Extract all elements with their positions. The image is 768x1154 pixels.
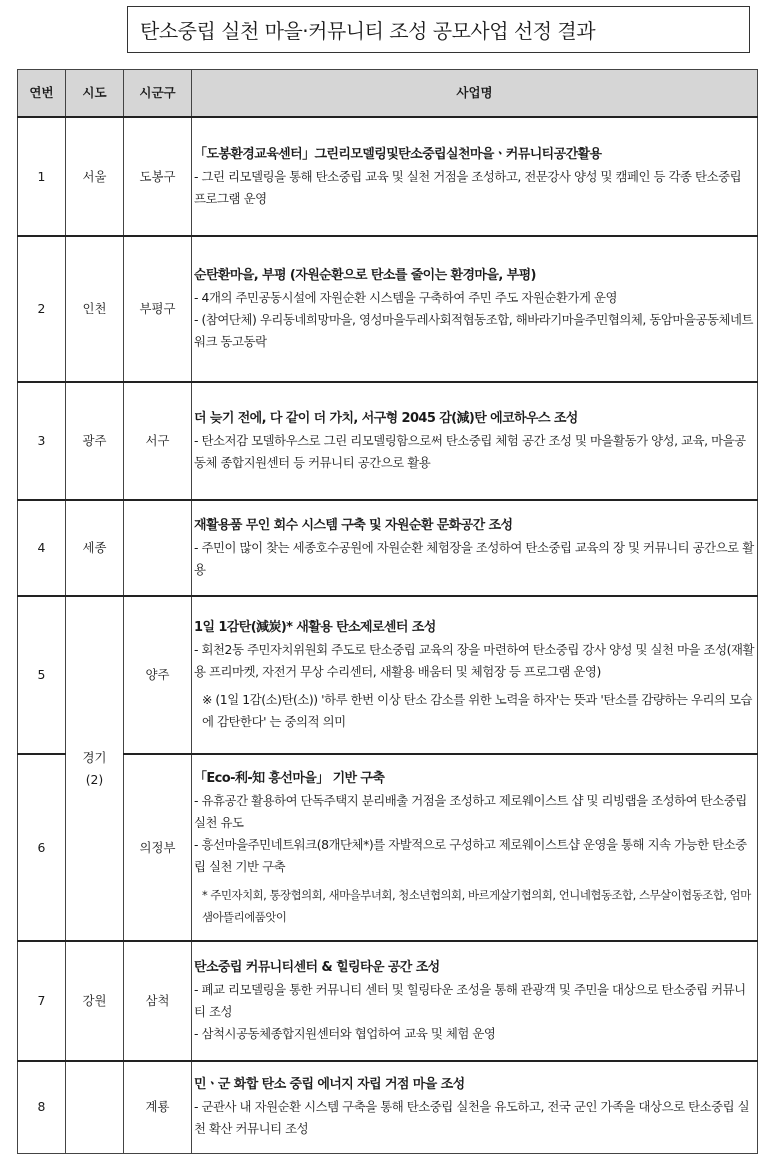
row-sido	[66, 1061, 124, 1153]
table-row	[18, 941, 758, 1061]
project-detail: - 흥선마을주민네트워크(8개단체*)를 자발적으로 구성하고 제로웨이스트샵 운영을 통해 지속 가능한 탄소중립 실천 기반 구축	[194, 836, 747, 874]
row-sigungu: 양주	[124, 596, 192, 754]
table-row	[18, 754, 758, 941]
row-sido: 강원	[66, 941, 124, 1061]
row-sido: 세종	[66, 500, 124, 596]
row-project	[192, 941, 758, 1061]
row-project	[192, 754, 758, 941]
project-detail: - 4개의 주민공동시설에 자원순환 시스템을 구축하여 주민 주도 자원순환가게 운영	[194, 290, 617, 305]
row-sigungu	[124, 500, 192, 596]
project-title: 「Eco-利-知 흥선마을」 기반 구축	[194, 770, 385, 786]
project-detail: - 삼척시공동체종합지원센터와 협업하여 교육 및 체험 운영	[194, 1026, 496, 1041]
project-title: 민ㆍ군 화합 탄소 중립 에너지 자립 거점 마을 조성	[194, 1077, 465, 1093]
header-sigungu: 시군구	[124, 70, 192, 118]
table-row	[18, 117, 758, 236]
project-detail: - 그린 리모델링을 통해 탄소중립 교육 및 실천 거점을 조성하고, 전문강사 양성 및 캠페인 등 각종 탄소중립 프로그램 운영	[194, 168, 742, 206]
row-no: 5	[18, 596, 66, 754]
project-title: 순탄환마을, 부평 (자원순환으로 탄소를 줄이는 환경마을, 부평)	[194, 268, 536, 283]
row-project	[192, 500, 758, 596]
row-no: 6	[18, 754, 66, 941]
row-sigungu: 삼척	[124, 941, 192, 1061]
row-no: 3	[18, 382, 66, 500]
row-project	[192, 1061, 758, 1153]
row-sido: 경기 (2)	[66, 596, 124, 941]
project-note: ※ (1일 1감(소)탄(소)) '하루 한번 이상 탄소 감소를 위한 노력을 하자'는 뜻과 '탄소를 감량하는 우리의 모습에 감탄한다' 는 중의적 의미	[202, 692, 753, 729]
table-row	[18, 596, 758, 754]
project-title: 탄소중립 커뮤니티센터 & 힐링타운 공간 조성	[194, 960, 440, 975]
table-row	[18, 382, 758, 500]
row-sido: 서울	[66, 117, 124, 236]
row-sigungu: 도봉구	[124, 117, 192, 236]
project-note: * 주민자치회, 통장협의회, 새마을부녀회, 청소년협의회, 바르게살기협의회, 언니네협동조합, 스무살이협동조합, 엄마샘아뜰리에품앗이	[202, 887, 751, 924]
project-title: 더 늦기 전에, 다 같이 더 가치, 서구형 2045 감(減)탄 에코하우스 조성	[194, 411, 578, 426]
row-no: 8	[18, 1061, 66, 1153]
project-title: 「도봉환경교육센터」그린리모델링및탄소중립실천마을ㆍ커뮤니티공간활용	[194, 146, 602, 162]
row-sigungu: 서구	[124, 382, 192, 500]
results-table	[17, 69, 758, 1154]
project-detail: - 군관사 내 자원순환 시스템 구축을 통해 탄소중립 실천을 유도하고, 전국 군인 가족을 대상으로 탄소중립 실천 확산 커뮤니티 조성	[194, 1099, 750, 1137]
table-row	[18, 500, 758, 596]
row-sido: 광주	[66, 382, 124, 500]
project-title: 1일 1감탄(減炭)* 새활용 탄소제로센터 조성	[194, 620, 436, 635]
row-no: 7	[18, 941, 66, 1061]
row-sigungu: 계룡	[124, 1061, 192, 1153]
row-no: 2	[18, 236, 66, 382]
project-detail: - 탄소저감 모델하우스로 그린 리모델링함으로써 탄소중립 체험 공간 조성 및 마을활동가 양성, 교육, 마을공동체 종합지원센터 등 커뮤니티 공간으로 활용	[194, 433, 746, 470]
table-header-row	[18, 70, 758, 118]
table-row	[18, 1061, 758, 1153]
header-sido: 시도	[66, 70, 124, 118]
project-detail: - (참여단체) 우리동네희망마을, 영성마을두레사회적협동조합, 해바라기마을주민협의체, 동암마을공동체네트워크 동고동락	[194, 312, 754, 349]
row-project	[192, 382, 758, 500]
header-no: 연번	[18, 70, 66, 118]
project-detail: - 폐교 리모델링을 통한 커뮤니티 센터 및 힐링타운 조성을 통해 관광객 및 주민을 대상으로 탄소중립 커뮤니티 조성	[194, 982, 746, 1019]
row-project	[192, 117, 758, 236]
page-title: 탄소중립 실천 마을·커뮤니티 조성 공모사업 선정 결과	[127, 6, 750, 53]
project-detail: - 회천2동 주민자치위원회 주도로 탄소중립 교육의 장을 마련하여 탄소중립 강사 양성 및 실천 마을 조성(재활용 프리마켓, 자전거 무상 수리센터, 새활용 배움터 및 체험장 등 프로그램 운영)	[194, 642, 755, 679]
row-project	[192, 236, 758, 382]
table-row	[18, 236, 758, 382]
header-project: 사업명	[192, 70, 758, 118]
row-sigungu: 부평구	[124, 236, 192, 382]
project-detail: - 유휴공간 활용하여 단독주택지 분리배출 거점을 조성하고 제로웨이스트 샵 및 리빙랩을 조성하여 탄소중립 실천 유도	[194, 792, 747, 830]
row-sido: 인천	[66, 236, 124, 382]
row-project	[192, 596, 758, 754]
row-no: 4	[18, 500, 66, 596]
row-sigungu: 의정부	[124, 754, 192, 941]
project-detail: - 주민이 많이 찾는 세종호수공원에 자원순환 체험장을 조성하여 탄소중립 교육의 장 및 커뮤니티 공간으로 활용	[194, 540, 754, 577]
project-title: 재활용품 무인 회수 시스템 구축 및 자원순환 문화공간 조성	[194, 518, 513, 533]
row-no: 1	[18, 117, 66, 236]
